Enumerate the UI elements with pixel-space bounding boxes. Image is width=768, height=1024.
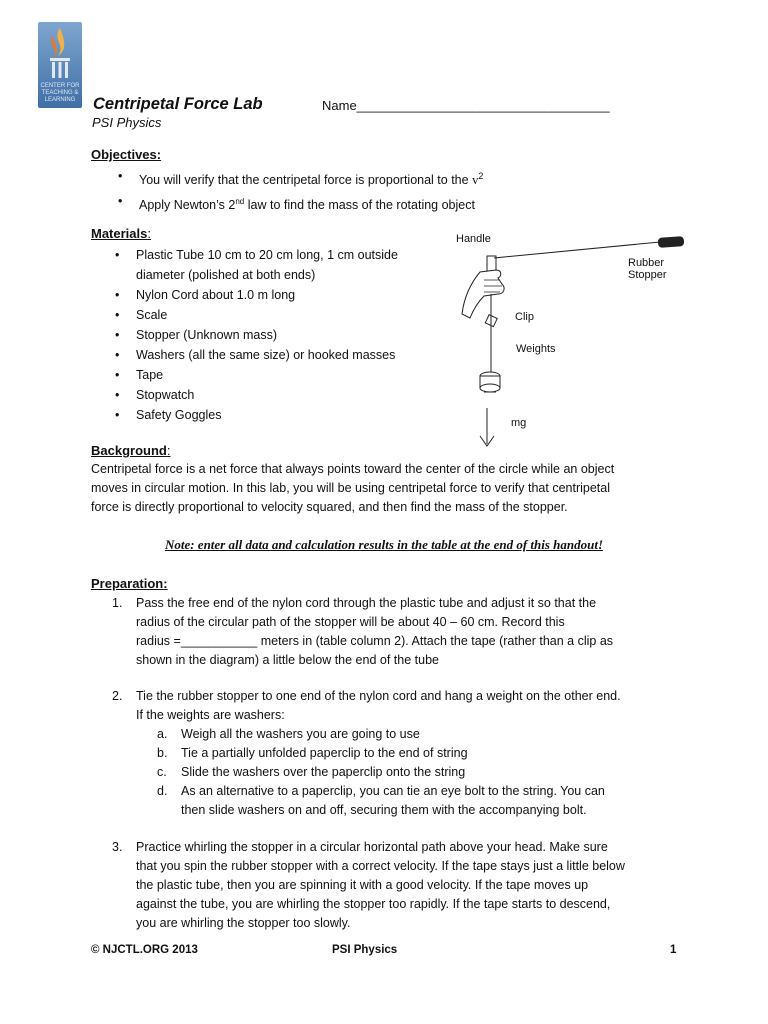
label-stopper: Stopper [628,269,667,281]
label-handle: Handle [456,233,491,245]
preparation-colon: : [163,576,168,591]
sub-line: As an alternative to a paperclip, you can tie an eye bolt to the string. You can [181,784,605,798]
sub-item [157,782,701,820]
paragraph-line: force is directly proportional to velocity squared, and then find the mass of the stopper. [91,500,568,514]
step-line: radius of the circular path of the stopper will be about 40 – 60 cm. Record this [136,615,565,629]
list-item [139,166,483,191]
objective-var: v [472,173,479,188]
step-number: 2. [112,689,123,703]
page-subtitle: PSI Physics [92,115,162,130]
step-line: the plastic tube, then you are spinning it with a good velocity. If the tape moves up [136,878,589,892]
list-item: • Stopwatch [136,385,436,405]
sub-letter: b. [157,746,168,760]
background-paragraph [91,460,691,517]
label-mg: mg [511,417,527,429]
footer-center: PSI Physics [332,944,398,956]
materials-list [136,245,436,425]
step-2 [112,687,696,725]
name-field: Name___________________________________ [322,98,610,113]
preparation-heading [91,576,168,591]
background-colon: : [166,443,171,458]
step-line: Pass the free end of the nylon cord through the plastic tube and adjust it so that the [136,596,597,610]
objective-text-tail: law to find the mass of the rotating object [244,198,475,213]
step-line: radius =___________ meters in (table column 2). Attach the tape (rather than a clip as [136,634,614,648]
sub-letter: c. [157,765,167,779]
flame-icon [38,22,82,82]
paragraph-line: Centripetal force is a net force that always points toward the center of the circle while an object [91,462,615,476]
list-item: • Safety Goggles [136,405,436,425]
background-heading [91,443,170,458]
rubber-stopper-shape [658,236,685,248]
sub-letter: a. [157,727,168,741]
step-line: against the tube, you are whirling the stopper too rapidly. If the tape starts to descend, [136,897,611,911]
materials-heading-text: Materials [91,226,148,241]
step-number: 3. [112,840,123,854]
list-item: • Stopper (Unknown mass) [136,325,436,345]
hand-shape [462,270,504,318]
string-line [494,242,660,258]
step-line: shown in the diagram) a little below the end of the tube [136,653,439,667]
objective-text: You will verify that the centripetal force is proportional to the [139,173,473,188]
background-heading-text: Background [91,443,167,458]
preparation-heading-text: Preparation [91,576,164,591]
material-text: • Plastic Tube 10 cm to 20 cm long, 1 cm outside [136,248,398,262]
materials-colon: : [147,226,151,241]
apparatus-diagram [440,228,700,456]
label-clip: Clip [515,311,534,323]
weight-bottom [480,384,500,392]
logo-text: CENTER FOR TEACHING & LEARNING [40,83,80,103]
sub-item [157,763,701,782]
step-line: Tie the rubber stopper to one end of the nylon cord and hang a weight on the other end. [136,689,621,703]
objective-text: Apply Newton’s 2 [139,198,236,213]
sub-line: Weigh all the washers you are going to use [181,727,420,741]
step-line: Practice whirling the stopper in a circular horizontal path above your head. Make sure [136,840,608,854]
page-number: 1 [670,944,677,956]
sub-line: Tie a partially unfolded paperclip to the end of string [181,746,468,760]
objective-sup: nd [235,197,245,207]
sub-line: Slide the washers over the paperclip onto the string [181,765,466,779]
step-line: you are whirling the stopper too slowly. [136,916,351,930]
list-item: • Scale [136,305,436,325]
page-title: Centripetal Force Lab [93,95,263,113]
step-3 [112,838,706,933]
list-item: • Washers (all the same size) or hooked masses [136,345,436,365]
step-line: If the weights are washers: [136,708,285,722]
step-number: 1. [112,596,123,610]
step-line: that you spin the rubber stopper with a correct velocity. If the tape stays just a little below [136,859,625,873]
sub-item [157,744,701,763]
step-2-sublist [157,725,701,820]
list-item [136,245,436,285]
sub-line: then slide washers on and off, securing them with the accompanying bolt. [181,803,587,817]
list-item: • Tape [136,365,436,385]
note-text: Note: enter all data and calculation results in the table at the end of this handout! [164,537,604,552]
sub-letter: d. [157,784,168,798]
paragraph-line: moves in circular motion. In this lab, you will be using centripetal force to verify that centripetal [91,481,610,495]
step-1 [112,594,696,670]
label-weights: Weights [516,343,556,355]
objective-sup: 2 [478,171,484,181]
footer-copyright: © NJCTL.ORG 2013 [91,944,198,956]
logo [38,22,82,108]
objectives-heading: Objectives: [91,147,162,162]
list-item: • Nylon Cord about 1.0 m long [136,285,436,305]
objectives-list [139,166,483,216]
sub-item [157,725,701,744]
materials-heading [91,226,151,241]
material-text-cont: diameter (polished at both ends) [136,268,316,282]
list-item [139,191,483,216]
label-rubber: Rubber [628,257,665,269]
